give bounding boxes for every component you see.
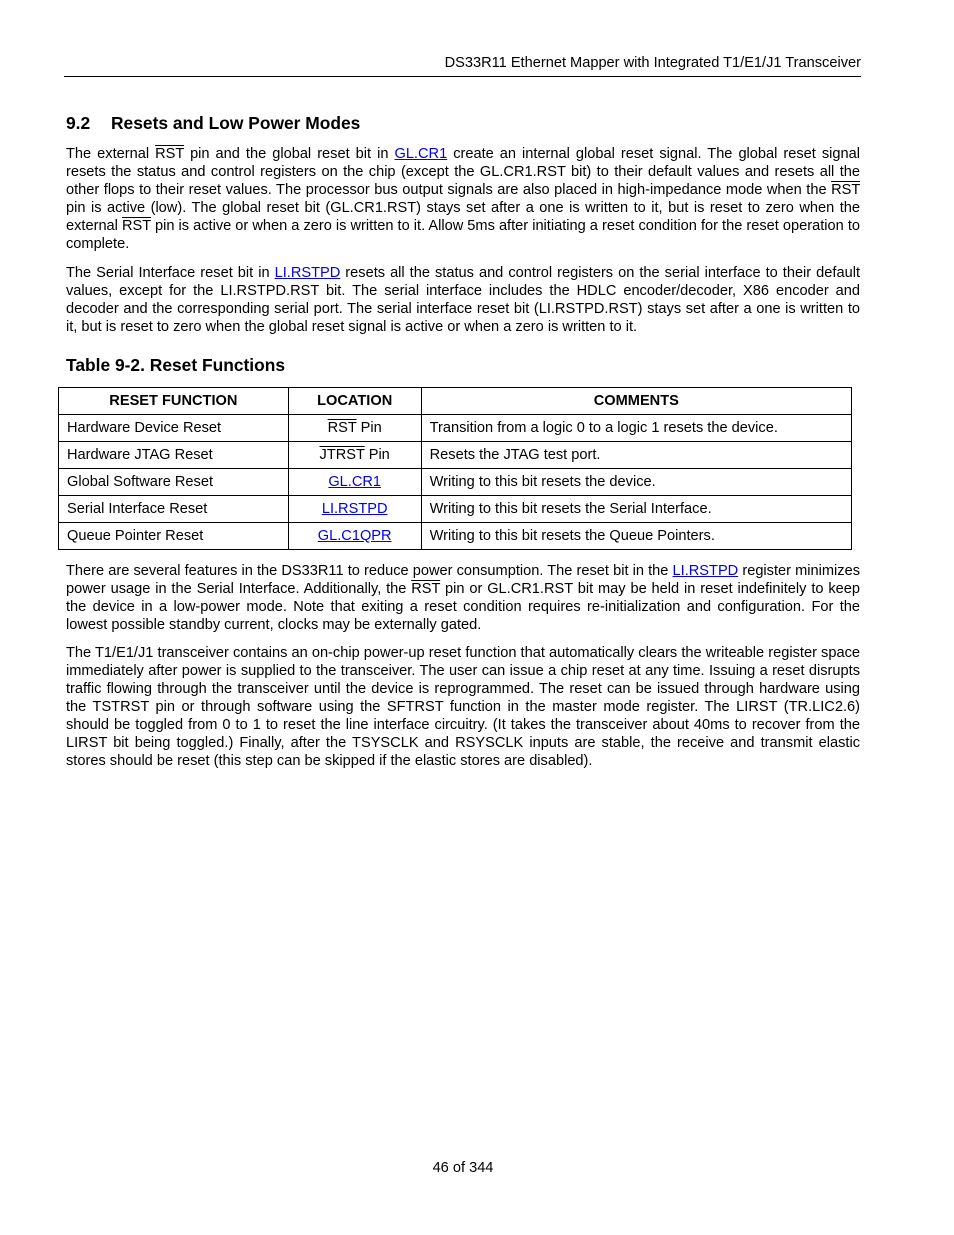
location-cell: [288, 415, 421, 442]
comment-cell: Resets the JTAG test port.: [421, 442, 851, 469]
paragraph-power-consumption: [66, 562, 860, 634]
location-cell: [288, 523, 421, 550]
header-divider: [64, 76, 861, 77]
link-li-rstpd[interactable]: LI.RSTPD: [321, 501, 388, 517]
location-suffix: Pin: [364, 447, 390, 463]
text-run: pin is active or when a zero is written to it. Allow 5ms after initiating a reset condition for the reset operation to complete.: [66, 218, 860, 252]
text-run: The Serial Interface reset bit in: [66, 265, 275, 281]
comment-cell: Writing to this bit resets the Serial Interface.: [421, 496, 851, 523]
rst-signal: $\overline{RST}$: [411, 581, 441, 597]
text-run: pin is active (low). The global reset bit (GL.CR1.RST) stays set after a one is written to it, but is reset to zero when the external: [66, 200, 860, 234]
table-header-row: [59, 388, 852, 415]
location-cell: [288, 442, 421, 469]
reset-functions-table: [58, 387, 852, 550]
table-row: [59, 415, 852, 442]
location-suffix: Pin: [356, 420, 382, 436]
table-row: [59, 442, 852, 469]
rst-signal: $\overline{RST}$: [327, 420, 357, 436]
reset-function-cell: Hardware JTAG Reset: [59, 442, 289, 469]
reset-function-cell: Global Software Reset: [59, 469, 289, 496]
page-number: 46 of 344: [432, 1160, 494, 1176]
link-gl-c1qpr[interactable]: GL.C1QPR: [317, 528, 392, 544]
reset-function-cell: Queue Pointer Reset: [59, 523, 289, 550]
rst-signal: $\overline{RST}$: [155, 146, 185, 162]
text-run: resets all the status and control registers on the serial interface to their default values, except for the LI.RSTPD.RST bit. The serial interface includes the HDLC encoder/decoder, X86 encoder and decoder and the corresponding serial port. The serial interface reset bit (LI.RSTPD.RST) stays set after a one is written to it, but is reset to zero when the global reset signal is active or when a zero is written to it.: [66, 265, 860, 335]
text-run: pin and the global reset bit in: [184, 146, 395, 162]
paragraph-serial-reset: [66, 264, 860, 336]
text-run: The T1/E1/J1 transceiver contains an on-chip power-up reset function that automatically clears the writeable register space immediately after power is supplied to the transceiver. The user can issue a chip reset at any time. Issuing a reset disrupts traffic flowing through the transceiver until the device is reprogrammed. The reset can be issued through hardware using the TSTRST pin or through software using the SFTRST function in the master mode register. The LIRST (TR.LIC2.6) should be toggled from 0 to 1 to reset the line interface circuitry. (It takes the transceiver about 40ms to recover from the LIRST bit being toggled.) Finally, after the TSYSCLK and RSYSCLK inputs are stable, the receive and transmit elastic stores should be reset (this step can be skipped if the elastic stores are disabled).: [66, 645, 860, 769]
comment-cell: Writing to this bit resets the Queue Pointers.: [421, 523, 851, 550]
header-reset-function: RESET FUNCTION: [59, 388, 289, 415]
section-title: Resets and Low Power Modes: [111, 113, 361, 133]
section-heading: [66, 113, 360, 134]
rst-signal: $\overline{RST}$: [121, 218, 151, 234]
reset-function-cell: Hardware Device Reset: [59, 415, 289, 442]
table-row: [59, 496, 852, 523]
header-comments: COMMENTS: [421, 388, 851, 415]
jtrst-signal: JTRST: [319, 447, 365, 463]
comment-cell: Transition from a logic 0 to a logic 1 resets the device.: [421, 415, 851, 442]
location-cell: [288, 469, 421, 496]
header-location: LOCATION: [288, 388, 421, 415]
text-run: The external: [66, 146, 156, 162]
location-cell: [288, 496, 421, 523]
text-run: There are several features in the DS33R11 to reduce power consumption. The reset bit in the: [66, 563, 673, 579]
text-run: register minimizes power usage in the Serial Interface. Additionally, the: [66, 563, 860, 597]
text-run: pin or GL.CR1.RST bit may be held in reset indefinitely to keep the device in a low-power mode. Note that exiting a reset condition requires re-initialization and configuration. For the lowest possible standby current, clocks may be externally gated.: [66, 581, 860, 633]
rst-signal: $\overline{RST}$: [831, 182, 860, 198]
link-gl-cr1[interactable]: GL.CR1: [328, 474, 382, 490]
table-row: [59, 469, 852, 496]
table-row: [59, 523, 852, 550]
reset-function-cell: Serial Interface Reset: [59, 496, 289, 523]
comment-cell: Writing to this bit resets the device.: [421, 469, 851, 496]
text-run: create an internal global reset signal. The global reset signal resets the status and control registers on the chip (except the GL.CR1.RST bit) to their default values and resets all the other flops to their reset values. The processor bus output signals are also placed in high-impedance mode when the: [66, 146, 860, 198]
paragraph-global-reset: [66, 145, 860, 253]
link-li-rstpd[interactable]: LI.RSTPD: [672, 563, 739, 579]
link-li-rstpd[interactable]: LI.RSTPD: [274, 265, 341, 281]
paragraph-transceiver-reset: [66, 644, 860, 770]
link-gl-cr1[interactable]: GL.CR1: [394, 146, 448, 162]
table-title: Table 9-2. Reset Functions: [66, 355, 286, 375]
document-header-title: DS33R11 Ethernet Mapper with Integrated T1/E1/J1 Transceiver: [444, 55, 861, 71]
section-number: 9.2: [66, 113, 91, 133]
